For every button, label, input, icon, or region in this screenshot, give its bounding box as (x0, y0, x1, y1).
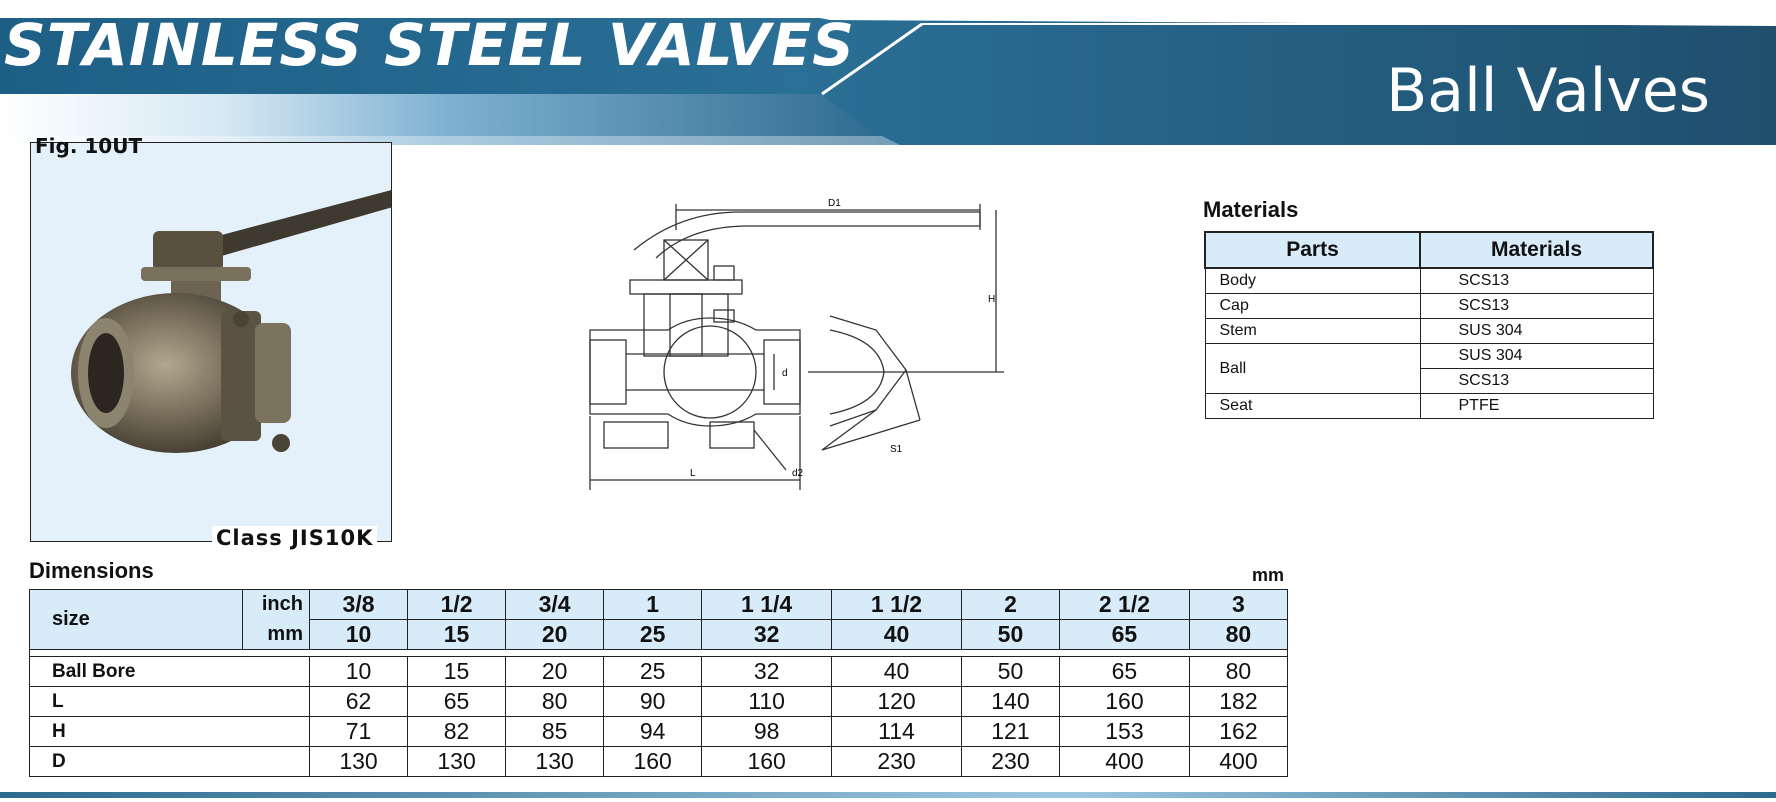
value-cell: 50 (961, 657, 1059, 687)
value-cell: 110 (702, 687, 832, 717)
value-cell: 140 (961, 687, 1059, 717)
material-part: Ball (1205, 344, 1420, 394)
mm-cell: 20 (506, 620, 604, 650)
material-value: SUS 304 (1420, 344, 1653, 369)
dim-label-l: L (690, 468, 696, 479)
value-cell: 162 (1189, 717, 1287, 747)
material-part: Cap (1205, 294, 1420, 319)
dimensions-unit: mm (1252, 565, 1285, 585)
dim-label-d1: D1 (828, 198, 841, 209)
table-row (1205, 268, 1653, 294)
bottom-divider (0, 792, 1776, 798)
material-value: SCS13 (1420, 294, 1653, 319)
value-cell: 230 (961, 747, 1059, 777)
mm-cell: 32 (702, 620, 832, 650)
value-cell: 25 (604, 657, 702, 687)
table-row (1205, 344, 1653, 369)
material-value: SCS13 (1420, 369, 1653, 394)
product-photo-frame (30, 142, 392, 542)
mm-cell: 10 (310, 620, 408, 650)
ball-valve-photo (31, 143, 391, 541)
value-cell: 400 (1189, 747, 1287, 777)
table-row (30, 717, 1288, 747)
inch-cell: 3/4 (506, 590, 604, 620)
class-label: Class JIS10K (212, 526, 377, 550)
value-cell: 65 (408, 687, 506, 717)
value-cell: 94 (604, 717, 702, 747)
value-cell: 98 (702, 717, 832, 747)
row-label: H (30, 717, 310, 747)
material-part: Stem (1205, 319, 1420, 344)
row-label: D (30, 747, 310, 777)
table-row (1205, 319, 1653, 344)
table-row (1205, 394, 1653, 419)
value-cell: 130 (408, 747, 506, 777)
value-cell: 82 (408, 717, 506, 747)
inch-cell: 3/8 (310, 590, 408, 620)
value-cell: 20 (506, 657, 604, 687)
value-cell: 130 (310, 747, 408, 777)
inch-label: inch (243, 590, 310, 620)
materials-header-parts: Parts (1205, 232, 1420, 268)
mm-cell: 65 (1059, 620, 1189, 650)
row-label: Ball Bore (30, 657, 310, 687)
value-cell: 121 (961, 717, 1059, 747)
materials-table (1204, 231, 1654, 419)
mm-cell: 50 (961, 620, 1059, 650)
figure-label: Fig. 10UT (35, 134, 143, 158)
page-title: STAINLESS STEEL VALVES (4, 11, 855, 79)
dimensions-title: Dimensions (29, 558, 154, 583)
inch-cell: 2 1/2 (1059, 590, 1189, 620)
value-cell: 90 (604, 687, 702, 717)
value-cell: 114 (832, 717, 962, 747)
mm-cell: 40 (832, 620, 962, 650)
inch-cell: 3 (1189, 590, 1287, 620)
row-label: L (30, 687, 310, 717)
value-cell: 182 (1189, 687, 1287, 717)
value-cell: 80 (1189, 657, 1287, 687)
inch-cell: 1 1/2 (832, 590, 962, 620)
value-cell: 400 (1059, 747, 1189, 777)
value-cell: 120 (832, 687, 962, 717)
table-row (30, 747, 1288, 777)
mm-cell: 15 (408, 620, 506, 650)
inch-cell: 1/2 (408, 590, 506, 620)
value-cell: 65 (1059, 657, 1189, 687)
value-cell: 230 (832, 747, 962, 777)
mm-cell: 80 (1189, 620, 1287, 650)
materials-title: Materials (1203, 197, 1299, 222)
material-value: SCS13 (1420, 268, 1653, 294)
material-part: Body (1205, 268, 1420, 294)
materials-header-materials: Materials (1420, 232, 1653, 268)
inch-cell: 2 (961, 590, 1059, 620)
inch-row (30, 590, 1288, 620)
value-cell: 71 (310, 717, 408, 747)
value-cell: 130 (506, 747, 604, 777)
value-cell: 15 (408, 657, 506, 687)
dim-label-h: H (988, 294, 996, 305)
page-subtitle: Ball Valves (1386, 56, 1710, 126)
value-cell: 160 (702, 747, 832, 777)
inch-cell: 1 1/4 (702, 590, 832, 620)
value-cell: 80 (506, 687, 604, 717)
spacer-cell (30, 650, 1288, 657)
value-cell: 160 (604, 747, 702, 777)
table-row (30, 657, 1288, 687)
dimensions-table (29, 589, 1288, 777)
mm-label: mm (243, 620, 310, 650)
material-value: SUS 304 (1420, 319, 1653, 344)
value-cell: 62 (310, 687, 408, 717)
material-part: Seat (1205, 394, 1420, 419)
dim-label-d: d (782, 368, 788, 379)
dim-label-s1: S1 (890, 444, 903, 455)
value-cell: 153 (1059, 717, 1189, 747)
value-cell: 160 (1059, 687, 1189, 717)
table-row (30, 687, 1288, 717)
valve-technical-drawing (560, 190, 1020, 560)
value-cell: 40 (832, 657, 962, 687)
header-banner (0, 0, 1776, 150)
mm-cell: 25 (604, 620, 702, 650)
table-row (1205, 294, 1653, 319)
value-cell: 85 (506, 717, 604, 747)
size-label: size (30, 590, 243, 650)
material-value: PTFE (1420, 394, 1653, 419)
value-cell: 10 (310, 657, 408, 687)
spacer-row (30, 650, 1288, 657)
value-cell: 32 (702, 657, 832, 687)
dim-label-d2: d2 (792, 468, 804, 479)
materials-header-row (1205, 232, 1653, 268)
inch-cell: 1 (604, 590, 702, 620)
